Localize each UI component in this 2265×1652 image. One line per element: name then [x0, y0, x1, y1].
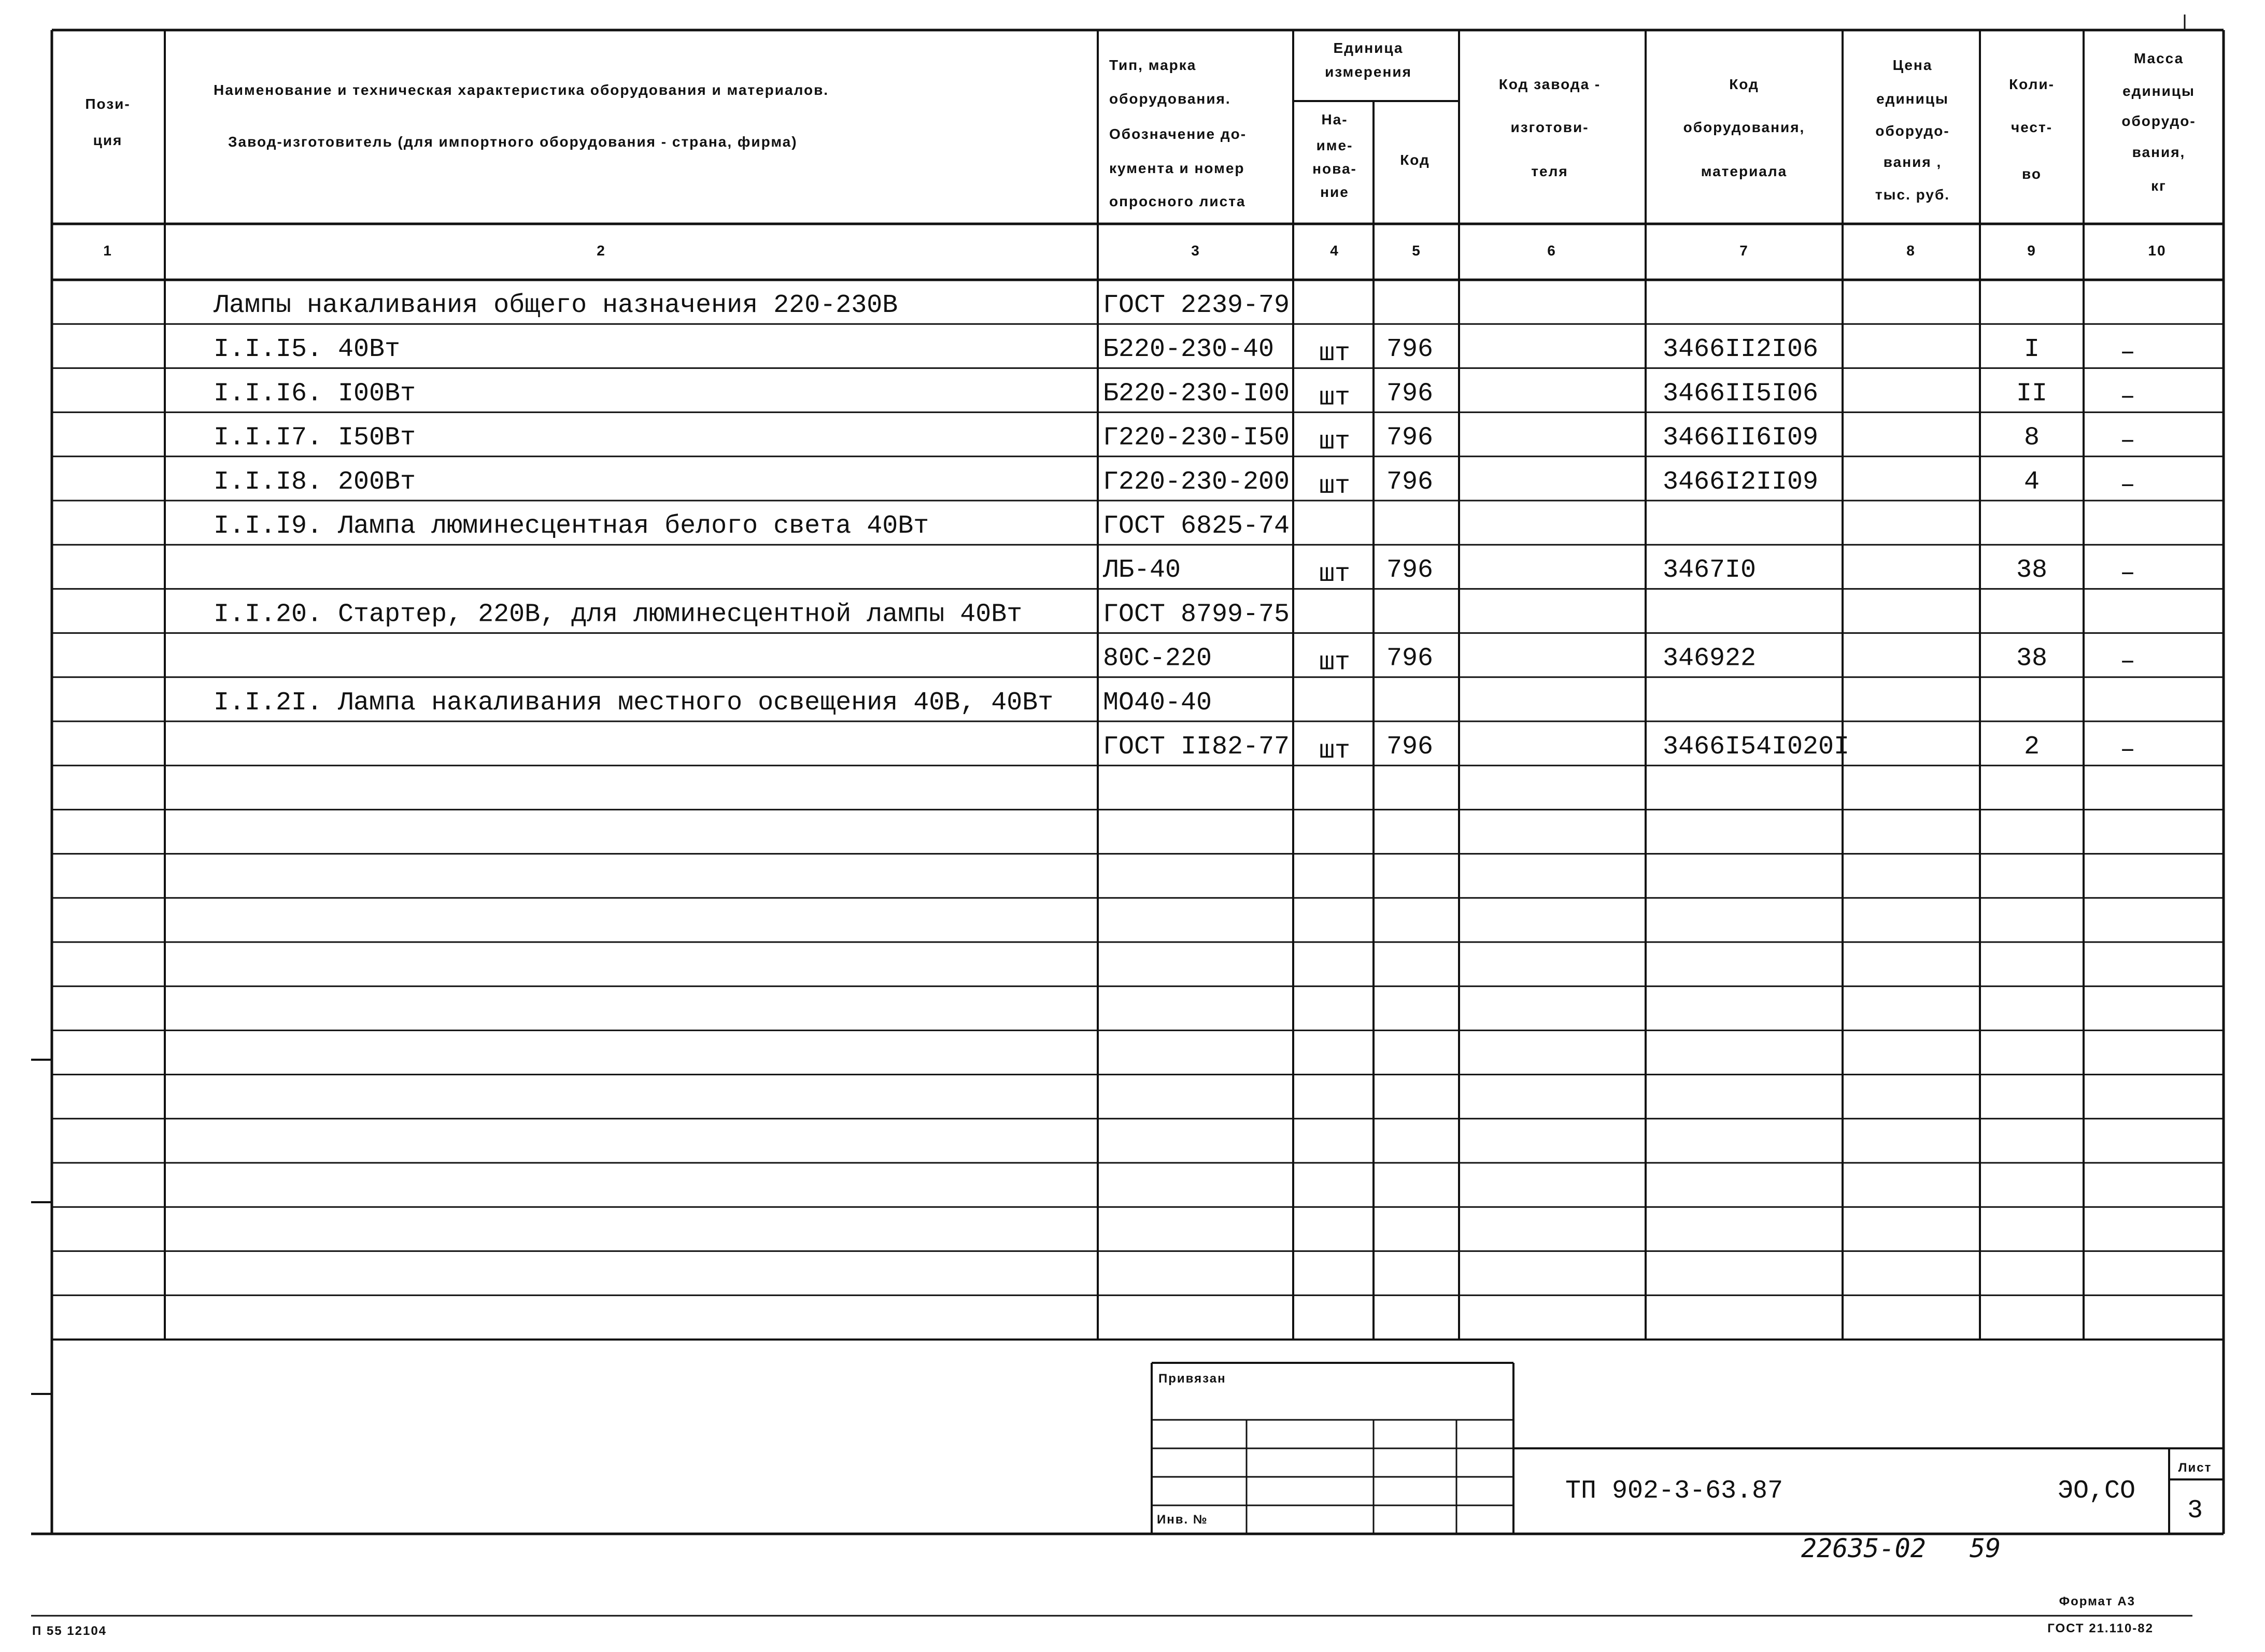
row-name: I.I.I6. I00Вт [214, 379, 416, 409]
handwritten-page: 59 [1970, 1533, 2001, 1563]
colnum-8: 8 [1906, 243, 1916, 259]
header-col4-l1: На- [1321, 111, 1348, 127]
row-name: I.I.I7. I50Вт [214, 423, 416, 453]
header-col4-l2: име- [1316, 137, 1353, 153]
header-col8-l1: Цена [1892, 57, 1933, 73]
header-col8-l2: единицы [1876, 91, 1949, 107]
table-body [213, 291, 2135, 766]
row-equipment-code: 3466II5I06 [1663, 379, 1819, 409]
handwritten-number: 22635-02 [1801, 1533, 1926, 1563]
colnum-2: 2 [597, 243, 606, 259]
header-col3-l3: Обозначение до- [1109, 126, 1247, 142]
row-type: Б220-230-I00 [1103, 379, 1290, 409]
stamp-designation: ТП 902-3-63.87 [1565, 1476, 1783, 1506]
row-unit: шт [1319, 736, 1351, 766]
row-mass: – [2119, 647, 2136, 677]
row-name: I.I.I5. 40Вт [214, 335, 401, 365]
row-equipment-code: 346922 [1663, 644, 1757, 674]
colnum-10: 10 [2148, 243, 2167, 259]
row-equipment-code: 3466II2I06 [1663, 335, 1819, 365]
header-col3-l4: кумента и номер [1109, 160, 1245, 176]
stamp-sheet-number: 3 [2187, 1496, 2203, 1526]
row-type: ГОСТ II82-77 [1103, 732, 1290, 762]
row-unit: шт [1319, 560, 1351, 590]
row-name: I.I.2I. Лампа накаливания местного освещения 40В, 40Вт [214, 688, 1054, 718]
colnum-9: 9 [2027, 243, 2036, 259]
header-col6-l2: изготови- [1510, 119, 1589, 135]
row-quantity: 8 [2023, 423, 2040, 453]
colnum-1: 1 [103, 243, 112, 259]
colnum-3: 3 [1191, 243, 1200, 259]
colnum-4: 4 [1330, 243, 1339, 259]
colnum-6: 6 [1547, 243, 1556, 259]
row-equipment-code: 3466I54I020I [1663, 732, 1850, 762]
row-equipment-code: 3466I2II09 [1663, 467, 1819, 497]
row-unit-code: 796 [1386, 335, 1434, 365]
colnum-5: 5 [1412, 243, 1421, 259]
format-label: Формат А3 [2059, 1594, 2135, 1608]
column-numbers-row [103, 243, 2166, 259]
row-mass: – [2119, 470, 2136, 500]
header-col3-l5: опросного листа [1109, 193, 1246, 209]
header-col9-l1: Коли- [2009, 76, 2055, 92]
header-col5: Код [1400, 152, 1430, 168]
row-unit-code: 796 [1386, 423, 1434, 453]
row-unit-code: 796 [1386, 732, 1434, 762]
header-col10-l5: кг [2151, 178, 2167, 194]
row-type: Г220-230-200 [1103, 467, 1290, 497]
row-mass: – [2119, 735, 2136, 765]
colnum-7: 7 [1739, 243, 1749, 259]
row-quantity: I [2023, 335, 2040, 365]
header-col10-l1: Масса [2133, 50, 2184, 66]
stamp-sheet-label: Лист [2178, 1461, 2212, 1475]
row-unit: шт [1319, 383, 1351, 413]
stamp-doc-code: ЭО,СО [2058, 1476, 2136, 1506]
row-equipment-code: 3466II6I09 [1663, 423, 1819, 453]
row-type: ГОСТ 6825-74 [1103, 511, 1290, 541]
row-unit: шт [1319, 339, 1351, 369]
header-col6-l3: теля [1531, 163, 1568, 179]
header-col9-l2: чест- [2011, 119, 2053, 135]
table-header [85, 40, 2196, 209]
row-quantity: 2 [2023, 732, 2040, 762]
header-col4-l4: ние [1320, 184, 1349, 200]
header-col8-l5: тыс. руб. [1875, 187, 1950, 203]
row-unit-code: 796 [1386, 556, 1434, 586]
stamp-privyazan: Привязан [1158, 1372, 1226, 1386]
header-col7-l2: оборудования, [1683, 119, 1805, 135]
row-type: МО40-40 [1103, 688, 1212, 718]
header-col8-l3: оборудо- [1875, 123, 1950, 139]
row-mass: – [2119, 382, 2136, 412]
header-col1-l2: ция [93, 132, 123, 148]
row-name: Лампы накаливания общего назначения 220-230В [214, 291, 898, 320]
header-col10-l2: единицы [2122, 83, 2195, 99]
row-quantity: 4 [2023, 467, 2040, 497]
header-col10-l4: вания, [2132, 144, 2186, 160]
row-quantity: II [2016, 379, 2048, 409]
header-col10-l3: оборудо- [2121, 113, 2196, 129]
row-type: Б220-230-40 [1103, 335, 1275, 365]
row-unit: шт [1319, 471, 1351, 501]
header-col3-l1: Тип, марка [1109, 57, 1197, 73]
header-col3-l2: оборудования. [1109, 91, 1231, 107]
row-mass: – [2119, 426, 2136, 456]
header-col6-l1: Код завода - [1498, 76, 1601, 92]
header-col1-l1: Пози- [85, 96, 131, 112]
row-unit-code: 796 [1386, 379, 1434, 409]
row-type: Г220-230-I50 [1103, 423, 1290, 453]
row-type: ГОСТ 2239-79 [1103, 291, 1290, 320]
stamp-inv-no: Инв. № [1157, 1513, 1208, 1527]
row-mass: – [2119, 559, 2136, 589]
row-name: I.I.20. Стартер, 220В, для люминесцентной лампы 40Вт [214, 600, 1023, 630]
header-col2-l2: Завод-изготовитель (для импортного оборудования - страна, фирма) [228, 134, 798, 150]
row-type: ЛБ-40 [1103, 556, 1181, 586]
left-code: П 55 12104 [32, 1624, 107, 1638]
header-unit-l1: Единица [1333, 40, 1404, 56]
header-col4-l3: нова- [1312, 161, 1357, 177]
row-unit: шт [1319, 648, 1351, 678]
header-unit-l2: измерения [1325, 64, 1412, 80]
row-quantity: 38 [2016, 644, 2048, 674]
header-col7-l1: Код [1729, 76, 1759, 92]
row-name: I.I.I9. Лампа люминесцентная белого света 40Вт [214, 511, 929, 541]
header-col9-l3: во [2022, 166, 2042, 182]
row-type: 80С-220 [1103, 644, 1212, 674]
gost-label: ГОСТ 21.110-82 [2047, 1621, 2154, 1635]
row-name: I.I.I8. 200Вт [214, 467, 416, 497]
row-equipment-code: 3467I0 [1663, 556, 1757, 586]
row-unit: шт [1319, 427, 1351, 457]
row-unit-code: 796 [1386, 467, 1434, 497]
header-col8-l4: вания , [1883, 154, 1942, 170]
header-col2-l1: Наименование и техническая характеристика оборудования и материалов. [214, 82, 829, 98]
row-mass: – [2119, 338, 2136, 368]
row-unit-code: 796 [1386, 644, 1434, 674]
header-col7-l3: материала [1701, 163, 1788, 179]
row-quantity: 38 [2016, 556, 2048, 586]
sheet-footer [32, 1533, 2154, 1638]
row-type: ГОСТ 8799-75 [1103, 600, 1290, 630]
